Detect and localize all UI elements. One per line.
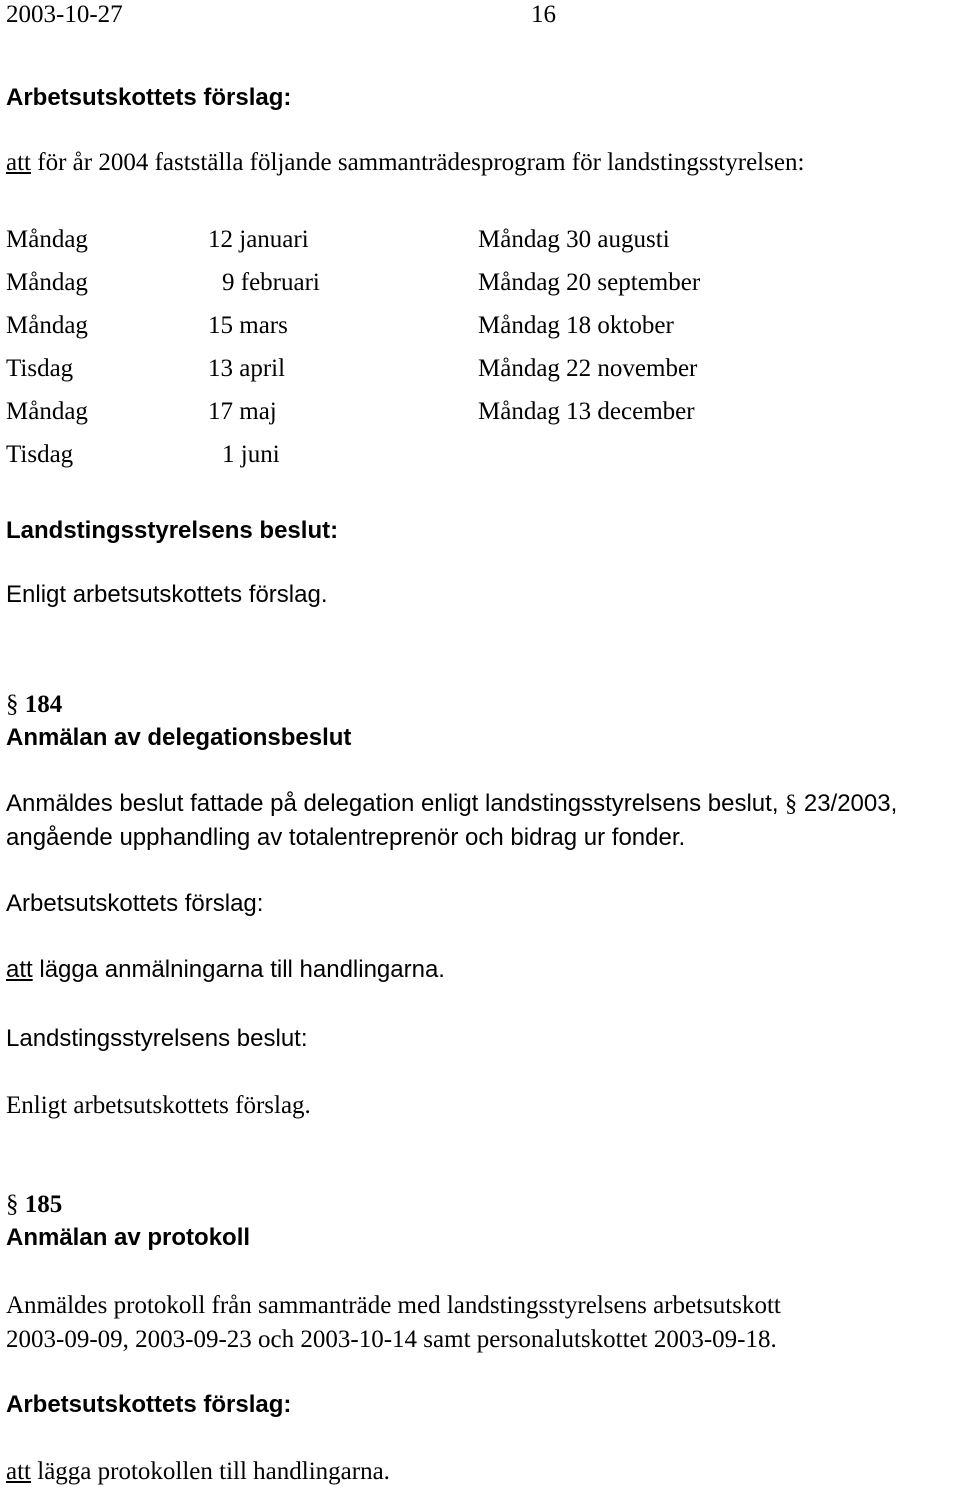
schedule-date: 13 april (208, 355, 286, 382)
schedule-day: Måndag (6, 269, 88, 296)
page-date: 2003-10-27 (6, 1, 123, 28)
section-185-body-line1: Anmäldes protokoll från sammanträde med landstingsstyrelsens arbetsutskott (6, 1292, 781, 1319)
section-185-number (6, 1192, 62, 1217)
body-text: Anmäldes beslut fattade på delegation enligt landstingsstyrelsens beslut, (6, 790, 779, 817)
section-number: 185 (24, 1191, 63, 1218)
schedule-day: Måndag (6, 312, 88, 339)
section-184-body-line1 (6, 792, 897, 816)
att-keyword: att (6, 956, 33, 983)
schedule-day: Måndag (6, 398, 88, 425)
page-number: 16 (531, 1, 556, 28)
schedule-date: 15 mars (208, 312, 288, 339)
decision-text: Enligt arbetsutskottets förslag. (6, 581, 328, 608)
section-185-title: Anmälan av protokoll (6, 1224, 251, 1251)
proposal-body: lägga protokollen till handlingarna. (31, 1458, 390, 1485)
schedule-date: 1 juni (222, 441, 280, 468)
schedule-right-entry: Måndag 13 december (478, 398, 695, 425)
schedule-right-entry: Måndag 30 augusti (478, 226, 670, 253)
decision-heading: Landstingsstyrelsens beslut: (6, 517, 339, 544)
schedule-day: Tisdag (6, 355, 74, 382)
section-184-body-line2: angående upphandling av totalentreprenör och bidrag ur fonder. (6, 824, 686, 851)
schedule-day: Måndag (6, 226, 88, 253)
schedule-right-entry: Måndag 22 november (478, 355, 698, 382)
schedule-day: Tisdag (6, 441, 74, 468)
decision-text: Enligt arbetsutskottets förslag. (6, 1092, 311, 1119)
paragraph-symbol: § (6, 691, 19, 718)
proposal-body: lägga anmälningarna till handlingarna. (32, 956, 445, 983)
proposal-heading: Arbetsutskottets förslag: (6, 890, 264, 917)
proposal-text (6, 1459, 390, 1484)
decision-heading: Landstingsstyrelsens beslut: (6, 1025, 308, 1052)
att-keyword: att (6, 1458, 31, 1485)
section-184-title: Anmälan av delegationsbeslut (6, 724, 352, 751)
section-number: 184 (24, 691, 63, 718)
schedule-date: 12 januari (208, 226, 309, 253)
att-keyword: att (6, 149, 31, 176)
schedule-right-entry: Måndag 20 september (478, 269, 701, 296)
paragraph-symbol: § (6, 1191, 19, 1218)
schedule-date: 17 maj (208, 398, 277, 425)
section-185-body-line2: 2003-09-09, 2003-09-23 och 2003-10-14 samt personalutskottet 2003-09-18. (6, 1326, 777, 1353)
proposal-text (6, 150, 804, 175)
proposal-body: för år 2004 fastställa följande sammanträdesprogram för landstingsstyrelsen: (31, 149, 805, 176)
section-184-number (6, 692, 62, 717)
paragraph-symbol: § (785, 791, 798, 817)
proposal-heading: Arbetsutskottets förslag: (6, 84, 292, 111)
schedule-date: 9 februari (222, 269, 320, 296)
schedule-right-entry: Måndag 18 oktober (478, 312, 674, 339)
proposal-heading: Arbetsutskottets förslag: (6, 1391, 292, 1418)
body-text: 23/2003, (803, 790, 898, 817)
proposal-text (6, 958, 445, 982)
